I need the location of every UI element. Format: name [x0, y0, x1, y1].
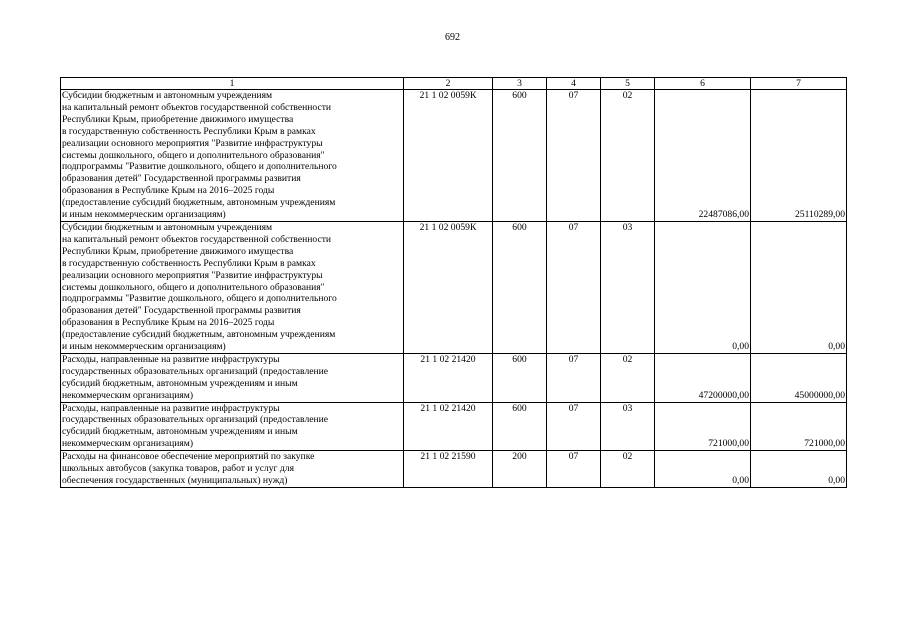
description-line: субсидий бюджетным, автономным учреждениям и иным	[62, 426, 298, 438]
description-line: школьных автобусов (закупка товаров, работ и услуг для	[62, 463, 294, 475]
description-line: Республики Крым, приобретение движимого имущества	[62, 245, 294, 257]
row-col-4: 07	[547, 90, 601, 222]
budget-table	[60, 77, 847, 488]
description-line: образования детей" Государственной программы развития	[62, 305, 301, 317]
row-amount-6: 22487086,00	[655, 90, 751, 222]
table-row	[61, 451, 847, 488]
row-code: 21 1 02 21420	[404, 353, 493, 402]
row-description	[61, 353, 404, 402]
row-col-3: 600	[493, 90, 547, 222]
description-line: Расходы, направленные на развитие инфраструктуры	[62, 402, 280, 414]
description-line: Субсидии бюджетным и автономным учреждениям	[62, 90, 273, 101]
row-col-4: 07	[547, 221, 601, 353]
description-line: обеспечения государственных (муниципальных) нужд)	[62, 475, 288, 486]
header-col-7: 7	[751, 78, 847, 90]
table-row	[61, 353, 847, 402]
row-description	[61, 221, 404, 353]
row-code: 21 1 02 0059К	[404, 90, 493, 222]
row-description	[61, 451, 404, 488]
description-line: Расходы на финансовое обеспечение мероприятий по закупке	[62, 451, 315, 463]
description-line: Республики Крым, приобретение движимого имущества	[62, 113, 294, 125]
row-code: 21 1 02 21590	[404, 451, 493, 488]
description-line: образования в Республике Крым на 2016–2025 годы	[62, 185, 275, 197]
row-amount-7: 0,00	[751, 221, 847, 353]
description-line: подпрограммы "Развитие дошкольного, общего и дополнительного	[62, 293, 337, 305]
description-line: реализации основного мероприятия "Развитие инфраструктуры	[62, 269, 323, 281]
description-line: Субсидии бюджетным и автономным учреждениям	[62, 221, 273, 233]
row-amount-7: 721000,00	[751, 402, 847, 451]
row-col-5: 02	[601, 90, 655, 222]
table-row	[61, 90, 847, 222]
row-amount-6: 0,00	[655, 221, 751, 353]
description-line: (предоставление субсидий бюджетным, автономным учреждениям	[62, 197, 336, 209]
table-row	[61, 221, 847, 353]
row-amount-7: 0,00	[751, 451, 847, 488]
table-row	[61, 402, 847, 451]
row-col-5: 02	[601, 451, 655, 488]
description-line: (предоставление субсидий бюджетным, автономным учреждениям	[62, 329, 336, 341]
row-col-5: 02	[601, 353, 655, 402]
description-line: и иным некоммерческим организациям)	[62, 209, 226, 221]
row-description	[61, 402, 404, 451]
page-number: 692	[445, 32, 460, 43]
row-col-3: 200	[493, 451, 547, 488]
row-col-4: 07	[547, 451, 601, 488]
description-line: системы дошкольного, общего и дополнительного образования"	[62, 281, 325, 293]
row-code: 21 1 02 21420	[404, 402, 493, 451]
row-amount-7: 45000000,00	[751, 353, 847, 402]
table-body	[61, 78, 847, 488]
row-col-3: 600	[493, 402, 547, 451]
description-line: образования детей" Государственной программы развития	[62, 173, 301, 185]
row-col-5: 03	[601, 402, 655, 451]
row-amount-6: 0,00	[655, 451, 751, 488]
header-col-5: 5	[601, 78, 655, 90]
header-col-6: 6	[655, 78, 751, 90]
description-line: реализации основного мероприятия "Развитие инфраструктуры	[62, 137, 323, 149]
description-line: системы дошкольного, общего и дополнительного образования"	[62, 149, 325, 161]
header-col-3: 3	[493, 78, 547, 90]
description-line: в государственную собственность Республики Крым в рамках	[62, 125, 316, 137]
table-header-row	[61, 78, 847, 90]
row-col-3: 600	[493, 221, 547, 353]
row-col-4: 07	[547, 402, 601, 451]
row-amount-6: 721000,00	[655, 402, 751, 451]
description-line: в государственную собственность Республики Крым в рамках	[62, 257, 316, 269]
description-line: на капитальный ремонт объектов государственной собственности	[62, 233, 332, 245]
description-line: и иным некоммерческим организациям)	[62, 341, 226, 353]
row-amount-7: 25110289,00	[751, 90, 847, 222]
row-amount-6: 47200000,00	[655, 353, 751, 402]
header-col-4: 4	[547, 78, 601, 90]
row-description	[61, 90, 404, 222]
description-line: подпрограммы "Развитие дошкольного, общего и дополнительного	[62, 161, 337, 173]
row-code: 21 1 02 0059К	[404, 221, 493, 353]
row-col-5: 03	[601, 221, 655, 353]
header-col-1: 1	[61, 78, 404, 90]
header-col-2: 2	[404, 78, 493, 90]
row-col-3: 600	[493, 353, 547, 402]
description-line: субсидий бюджетным, автономным учреждениям и иным	[62, 377, 298, 389]
description-line: образования в Республике Крым на 2016–2025 годы	[62, 317, 275, 329]
description-line: на капитальный ремонт объектов государственной собственности	[62, 101, 332, 113]
description-line: Расходы, направленные на развитие инфраструктуры	[62, 353, 280, 365]
description-line: некоммерческим организациям)	[62, 438, 194, 450]
description-line: некоммерческим организациям)	[62, 389, 194, 401]
row-col-4: 07	[547, 353, 601, 402]
description-line: государственных образовательных организаций (предоставление	[62, 414, 329, 426]
description-line: государственных образовательных организаций (предоставление	[62, 365, 329, 377]
